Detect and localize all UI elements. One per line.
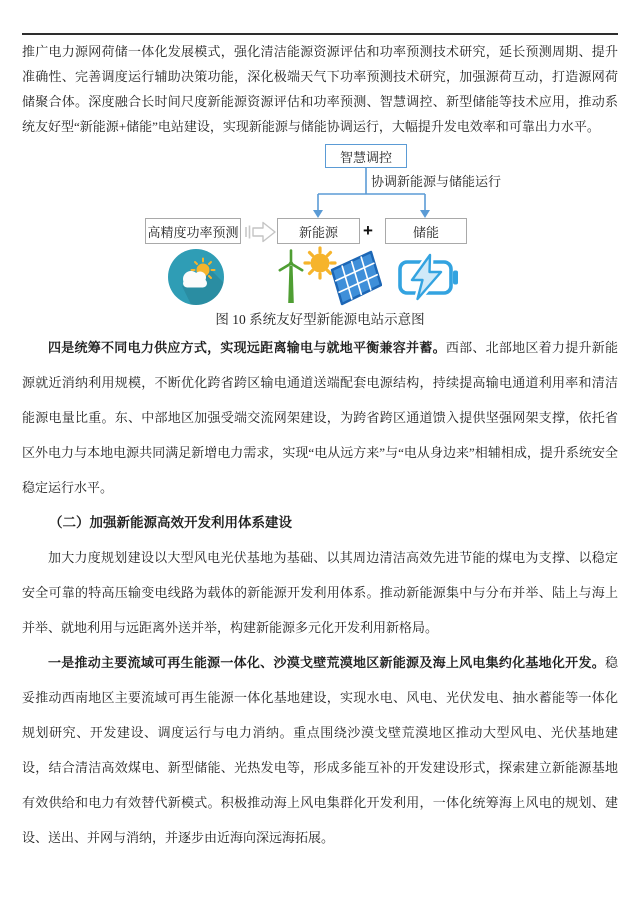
node-power-forecast-label: 高精度功率预测 (147, 224, 239, 240)
node-storage-label: 储能 (412, 224, 439, 240)
weather-forecast-icon (167, 248, 225, 306)
node-power-forecast (145, 218, 241, 244)
header-rule (22, 33, 618, 35)
figure-caption-text: 图 10 系统友好型新能源电站示意图 (215, 312, 425, 327)
section-heading-two-text: （二）加强新能源高效开发利用体系建设 (49, 515, 292, 530)
solar-panel-icon (302, 246, 382, 306)
node-smart-control-label: 智慧调控 (339, 149, 392, 165)
paragraph-section-four (22, 330, 618, 505)
section-one-body: 稳妥推动西南地区主要流域可再生能源一体化基地建设，实现水电、风电、光伏发电、抽水蓄能等一体化规划研究、开发建设、调度运行与电力消纳。重点围绕沙漠戈壁荒漠地区推动大型风电、光伏基地建设，结合清洁高效煤电、新型储能、光热发电等，形成多能互补的开发建设形式，探索建立新能源基地有效供给和电力有效替代新模式。积极推动海上风电集群化开发利用，一体化统筹海上风电的规划、建设、送出、并网与消纳，并逐步由近海向深远海拓展。 (22, 655, 618, 845)
section-one-lead: 一是推动主要流域可再生能源一体化、沙漠戈壁荒漠地区新能源及海上风电集约化基地化开发。 (48, 655, 605, 670)
paragraph-intro-text: 推广电力源网荷储一体化发展模式，强化清洁能源资源评估和功率预测技术研究，延长预测周期、提升准确性、完善调度运行辅助决策功能，深化极端天气下功率预测技术研究，加强源荷互动，打造源网荷储聚合体。深度融合长时间尺度新能源资源评估和功率预测、智慧调控、新型储能等技术应用，推动系统友好型“新能源+储能”电站建设，实现新能源与储能协调运行，大幅提升发电效率和可靠出力水平。 (22, 44, 618, 134)
section-heading-two (22, 505, 618, 540)
paragraph-intro (22, 39, 618, 139)
section-four-body: 西部、北部地区着力提升新能源就近消纳利用规模，不断优化跨省跨区输电通道送端配套电源结构，持续提高输电通道利用率和清洁能源电量比重。东、中部地区加强受端交流网架建设，为跨省跨区通道馈入提供坚强网架支撑，依托省区外电力与本地电源共同满足新增电力需求，实现“电从远方来”与“电从身边来”相辅相成，提升系统安全稳定运行水平。 (22, 340, 618, 495)
node-smart-control (325, 144, 407, 168)
node-storage (385, 218, 467, 244)
figure-caption (22, 310, 618, 330)
plus-sign (363, 221, 373, 241)
section-four-lead: 四是统筹不同电力供应方式，实现远距离输电与就地平衡兼容并蓄。 (48, 340, 446, 355)
paragraph-section-one (22, 645, 618, 855)
node-new-energy (277, 218, 360, 244)
node-new-energy-label: 新能源 (298, 224, 338, 240)
paragraph-plan-text: 加大力度规划建设以大型风电光伏基地为基础、以其周边清洁高效先进节能的煤电为支撑、以稳定安全可靠的特高压输变电线路为载体的新能源开发利用体系。推动新能源集中与分布并举、陆上与海上并举、就地利用与远距离外送并举，构建新能源多元化开发利用新格局。 (22, 550, 618, 635)
plus-sign-text: + (363, 221, 373, 240)
figure-diagram (22, 141, 618, 306)
label-coordination-note (371, 171, 501, 190)
paragraph-plan (22, 540, 618, 645)
battery-storage-icon (396, 253, 460, 301)
coordination-note-text: 协调新能源与储能运行 (371, 174, 502, 189)
block-arrow-icon (244, 220, 276, 244)
